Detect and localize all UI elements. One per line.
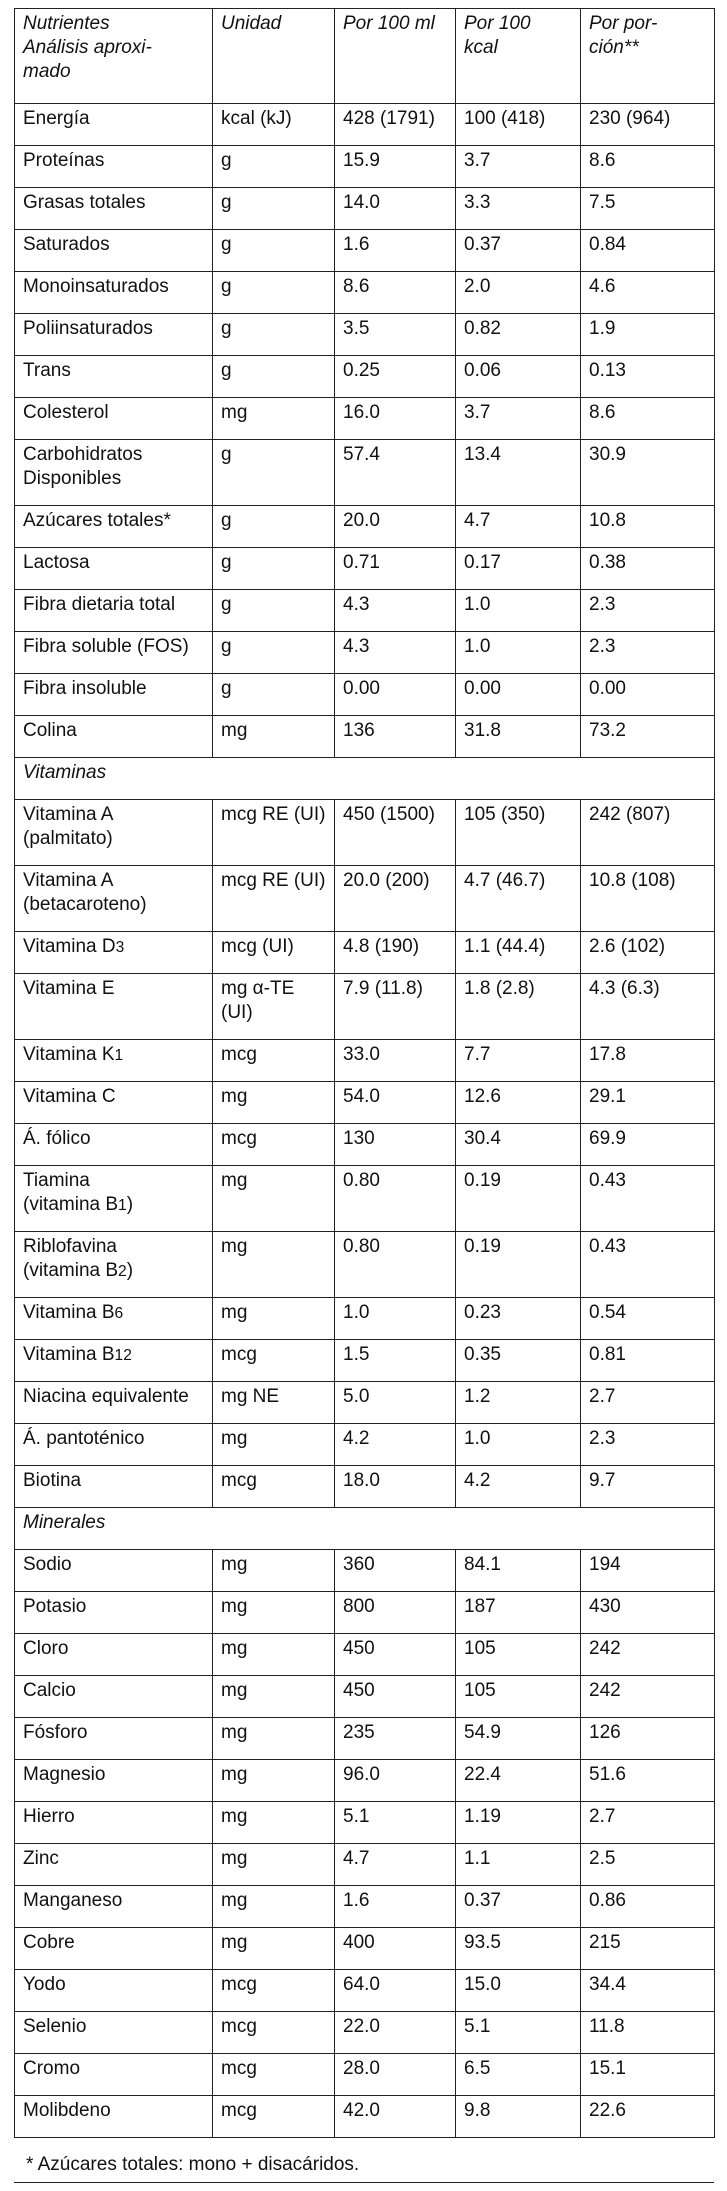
cell-per-100kcal: 84.1 — [456, 1550, 581, 1592]
cell-per-100ml: 1.6 — [335, 1886, 456, 1928]
table-row — [15, 1124, 715, 1166]
cell-per-100ml: 800 — [335, 1592, 456, 1634]
cell-nutrient: Fibra soluble (FOS) — [15, 632, 213, 674]
cell-nutrient: Hierro — [15, 1802, 213, 1844]
cell-per-serving: 2.7 — [581, 1802, 715, 1844]
cell-per-100kcal: 1.0 — [456, 590, 581, 632]
cell-nutrient: Monoinsaturados — [15, 272, 213, 314]
cell-nutrient: Cobre — [15, 1928, 213, 1970]
header-per-100ml: Por 100 ml — [335, 9, 456, 104]
table-row — [15, 2012, 715, 2054]
cell-per-serving: 2.6 (102) — [581, 932, 715, 974]
table-row — [15, 716, 715, 758]
cell-per-100kcal: 187 — [456, 1592, 581, 1634]
cell-per-100ml: 22.0 — [335, 2012, 456, 2054]
cell-nutrient: Vitamina E — [15, 974, 213, 1040]
cell-per-100kcal: 105 — [456, 1634, 581, 1676]
cell-per-serving: 194 — [581, 1550, 715, 1592]
cell-unit: g — [213, 230, 335, 272]
table-row — [15, 1802, 715, 1844]
cell-unit: mcg — [213, 2054, 335, 2096]
cell-per-serving: 22.6 — [581, 2096, 715, 2138]
cell-per-100kcal: 3.3 — [456, 188, 581, 230]
cell-unit: mg NE — [213, 1382, 335, 1424]
cell-per-100kcal: 31.8 — [456, 716, 581, 758]
table-row — [15, 1760, 715, 1802]
table-row — [15, 1928, 715, 1970]
section-row — [15, 1508, 715, 1550]
cell-nutrient: Fibra insoluble — [15, 674, 213, 716]
cell-per-serving: 0.81 — [581, 1340, 715, 1382]
cell-nutrient: Vitamina A (palmitato) — [15, 800, 213, 866]
cell-per-100ml: 136 — [335, 716, 456, 758]
table-row — [15, 932, 715, 974]
cell-unit: mg — [213, 1676, 335, 1718]
cell-nutrient: Manganeso — [15, 1886, 213, 1928]
cell-nutrient: Calcio — [15, 1676, 213, 1718]
cell-per-serving: 1.9 — [581, 314, 715, 356]
table-row — [15, 398, 715, 440]
cell-nutrient: Selenio — [15, 2012, 213, 2054]
cell-nutrient: Vitamina B12 — [15, 1340, 213, 1382]
cell-per-100ml: 0.80 — [335, 1166, 456, 1232]
cell-per-100ml: 5.0 — [335, 1382, 456, 1424]
cell-per-100kcal: 100 (418) — [456, 104, 581, 146]
cell-nutrient: Azúcares totales* — [15, 506, 213, 548]
cell-nutrient: Cloro — [15, 1634, 213, 1676]
cell-nutrient: Á. pantoténico — [15, 1424, 213, 1466]
cell-nutrient: Poliinsaturados — [15, 314, 213, 356]
cell-per-100kcal: 0.37 — [456, 1886, 581, 1928]
cell-per-serving: 242 (807) — [581, 800, 715, 866]
cell-per-100ml: 1.5 — [335, 1340, 456, 1382]
cell-unit: mcg — [213, 1466, 335, 1508]
table-row — [15, 2096, 715, 2138]
cell-per-serving: 73.2 — [581, 716, 715, 758]
cell-nutrient: Biotina — [15, 1466, 213, 1508]
cell-per-100kcal: 105 (350) — [456, 800, 581, 866]
table-row — [15, 800, 715, 866]
cell-unit: mg — [213, 1082, 335, 1124]
table-row — [15, 632, 715, 674]
cell-per-serving: 242 — [581, 1676, 715, 1718]
cell-unit: g — [213, 506, 335, 548]
cell-nutrient: Colina — [15, 716, 213, 758]
cell-unit: mg — [213, 1424, 335, 1466]
cell-per-serving: 7.5 — [581, 188, 715, 230]
cell-nutrient: Zinc — [15, 1844, 213, 1886]
cell-per-100kcal: 0.06 — [456, 356, 581, 398]
cell-nutrient: Á. fólico — [15, 1124, 213, 1166]
section-label: Vitaminas — [15, 758, 715, 800]
cell-per-serving: 51.6 — [581, 1760, 715, 1802]
cell-nutrient: Potasio — [15, 1592, 213, 1634]
cell-per-100kcal: 1.2 — [456, 1382, 581, 1424]
cell-nutrient: Vitamina C — [15, 1082, 213, 1124]
cell-per-100ml: 0.71 — [335, 548, 456, 590]
cell-per-100kcal: 0.19 — [456, 1166, 581, 1232]
cell-per-100ml: 20.0 — [335, 506, 456, 548]
table-row — [15, 1466, 715, 1508]
cell-nutrient: Cromo — [15, 2054, 213, 2096]
cell-unit: mg — [213, 1166, 335, 1232]
cell-per-100kcal: 1.0 — [456, 632, 581, 674]
cell-nutrient: Vitamina K1 — [15, 1040, 213, 1082]
table-row — [15, 272, 715, 314]
cell-unit: mg — [213, 1802, 335, 1844]
cell-unit: mcg (UI) — [213, 932, 335, 974]
cell-unit: mg — [213, 1298, 335, 1340]
cell-unit: mg — [213, 1634, 335, 1676]
cell-unit: mg α-TE (UI) — [213, 974, 335, 1040]
table-row — [15, 146, 715, 188]
header-nutrients: Nutrientes Análisis aproxi- mado — [15, 9, 213, 104]
cell-per-serving: 0.86 — [581, 1886, 715, 1928]
cell-per-100ml: 0.25 — [335, 356, 456, 398]
table-row — [15, 548, 715, 590]
cell-unit: g — [213, 440, 335, 506]
table-row — [15, 1082, 715, 1124]
cell-unit: g — [213, 272, 335, 314]
header-unit: Unidad — [213, 9, 335, 104]
cell-unit: mg — [213, 716, 335, 758]
cell-per-serving: 11.8 — [581, 2012, 715, 2054]
cell-per-100ml: 18.0 — [335, 1466, 456, 1508]
cell-per-100kcal: 30.4 — [456, 1124, 581, 1166]
cell-per-serving: 9.7 — [581, 1466, 715, 1508]
cell-per-serving: 2.3 — [581, 632, 715, 674]
cell-unit: mcg — [213, 1040, 335, 1082]
cell-per-100kcal: 54.9 — [456, 1718, 581, 1760]
cell-per-serving: 230 (964) — [581, 104, 715, 146]
cell-per-100kcal: 0.82 — [456, 314, 581, 356]
cell-nutrient: Vitamina A (betacaroteno) — [15, 866, 213, 932]
cell-per-serving: 15.1 — [581, 2054, 715, 2096]
cell-nutrient: Fibra dietaria total — [15, 590, 213, 632]
table-row — [15, 188, 715, 230]
cell-per-100kcal: 1.8 (2.8) — [456, 974, 581, 1040]
cell-per-100ml: 4.2 — [335, 1424, 456, 1466]
cell-per-100kcal: 4.7 (46.7) — [456, 866, 581, 932]
cell-per-100ml: 0.00 — [335, 674, 456, 716]
cell-per-100kcal: 1.1 — [456, 1844, 581, 1886]
cell-unit: g — [213, 314, 335, 356]
cell-per-100ml: 428 (1791) — [335, 104, 456, 146]
cell-per-100ml: 15.9 — [335, 146, 456, 188]
table-row — [15, 1232, 715, 1298]
cell-per-100kcal: 4.7 — [456, 506, 581, 548]
cell-unit: mg — [213, 1760, 335, 1802]
cell-per-100kcal: 3.7 — [456, 146, 581, 188]
cell-nutrient: Proteínas — [15, 146, 213, 188]
cell-unit: mg — [213, 1718, 335, 1760]
cell-per-100ml: 64.0 — [335, 1970, 456, 2012]
table-row — [15, 1970, 715, 2012]
cell-per-100ml: 28.0 — [335, 2054, 456, 2096]
cell-per-serving: 8.6 — [581, 398, 715, 440]
cell-nutrient: Sodio — [15, 1550, 213, 1592]
cell-per-100kcal: 22.4 — [456, 1760, 581, 1802]
cell-per-100kcal: 0.00 — [456, 674, 581, 716]
cell-per-100kcal: 9.8 — [456, 2096, 581, 2138]
cell-unit: g — [213, 548, 335, 590]
table-row — [15, 1166, 715, 1232]
cell-unit: mcg — [213, 1340, 335, 1382]
cell-per-serving: 2.7 — [581, 1382, 715, 1424]
cell-per-100kcal: 0.35 — [456, 1340, 581, 1382]
cell-per-100ml: 5.1 — [335, 1802, 456, 1844]
cell-per-100ml: 4.7 — [335, 1844, 456, 1886]
cell-per-serving: 2.3 — [581, 590, 715, 632]
cell-unit: mg — [213, 1928, 335, 1970]
cell-nutrient: Grasas totales — [15, 188, 213, 230]
cell-per-serving: 10.8 — [581, 506, 715, 548]
cell-per-100ml: 16.0 — [335, 398, 456, 440]
cell-per-serving: 0.54 — [581, 1298, 715, 1340]
table-row — [15, 1298, 715, 1340]
table-row — [15, 104, 715, 146]
header-per-100kcal: Por 100 kcal — [456, 9, 581, 104]
table-row — [15, 1718, 715, 1760]
cell-nutrient: Yodo — [15, 1970, 213, 2012]
cell-unit: mcg — [213, 1970, 335, 2012]
cell-unit: mcg — [213, 2012, 335, 2054]
nutrition-table — [14, 8, 715, 2138]
cell-per-serving: 2.5 — [581, 1844, 715, 1886]
table-row — [15, 440, 715, 506]
table-row — [15, 866, 715, 932]
cell-per-100ml: 1.6 — [335, 230, 456, 272]
cell-nutrient: Vitamina D3 — [15, 932, 213, 974]
cell-unit: g — [213, 188, 335, 230]
footnote-divider — [14, 2182, 714, 2183]
cell-per-serving: 30.9 — [581, 440, 715, 506]
cell-per-100ml: 42.0 — [335, 2096, 456, 2138]
cell-per-serving: 4.3 (6.3) — [581, 974, 715, 1040]
cell-unit: mg — [213, 1592, 335, 1634]
table-row — [15, 356, 715, 398]
table-row — [15, 1634, 715, 1676]
cell-per-serving: 0.43 — [581, 1232, 715, 1298]
cell-per-serving: 242 — [581, 1634, 715, 1676]
cell-per-serving: 10.8 (108) — [581, 866, 715, 932]
cell-unit: g — [213, 590, 335, 632]
table-row — [15, 674, 715, 716]
table-row — [15, 1886, 715, 1928]
cell-per-100kcal: 4.2 — [456, 1466, 581, 1508]
cell-per-100ml: 54.0 — [335, 1082, 456, 1124]
cell-unit: g — [213, 674, 335, 716]
cell-nutrient: Energía — [15, 104, 213, 146]
cell-unit: mcg RE (UI) — [213, 866, 335, 932]
cell-per-100kcal: 105 — [456, 1676, 581, 1718]
table-row — [15, 1340, 715, 1382]
cell-unit: mcg — [213, 1124, 335, 1166]
cell-per-serving: 0.43 — [581, 1166, 715, 1232]
table-row — [15, 590, 715, 632]
cell-unit: g — [213, 632, 335, 674]
cell-per-100kcal: 1.19 — [456, 1802, 581, 1844]
cell-per-100kcal: 0.37 — [456, 230, 581, 272]
table-row — [15, 1040, 715, 1082]
cell-per-serving: 17.8 — [581, 1040, 715, 1082]
cell-per-serving: 8.6 — [581, 146, 715, 188]
cell-per-100kcal: 6.5 — [456, 2054, 581, 2096]
table-row — [15, 314, 715, 356]
cell-per-100ml: 96.0 — [335, 1760, 456, 1802]
cell-per-100kcal: 1.0 — [456, 1424, 581, 1466]
table-row — [15, 1382, 715, 1424]
cell-per-serving: 215 — [581, 1928, 715, 1970]
cell-nutrient: Molibdeno — [15, 2096, 213, 2138]
cell-nutrient: Riblofavina (vitamina B2) — [15, 1232, 213, 1298]
cell-per-serving: 126 — [581, 1718, 715, 1760]
cell-per-serving: 2.3 — [581, 1424, 715, 1466]
table-row — [15, 1676, 715, 1718]
cell-per-100kcal: 0.19 — [456, 1232, 581, 1298]
cell-unit: g — [213, 146, 335, 188]
cell-unit: mg — [213, 398, 335, 440]
cell-per-100ml: 130 — [335, 1124, 456, 1166]
cell-per-100kcal: 13.4 — [456, 440, 581, 506]
cell-per-100ml: 8.6 — [335, 272, 456, 314]
cell-per-100kcal: 0.17 — [456, 548, 581, 590]
cell-unit: mg — [213, 1550, 335, 1592]
cell-nutrient: Trans — [15, 356, 213, 398]
cell-per-100kcal: 0.23 — [456, 1298, 581, 1340]
cell-per-100ml: 450 (1500) — [335, 800, 456, 866]
cell-per-100ml: 4.3 — [335, 632, 456, 674]
cell-per-serving: 430 — [581, 1592, 715, 1634]
cell-unit: mg — [213, 1232, 335, 1298]
cell-nutrient: Colesterol — [15, 398, 213, 440]
table-row — [15, 1424, 715, 1466]
cell-unit: mcg — [213, 2096, 335, 2138]
cell-unit: mg — [213, 1886, 335, 1928]
cell-per-100ml: 14.0 — [335, 188, 456, 230]
cell-per-100kcal: 12.6 — [456, 1082, 581, 1124]
cell-per-100ml: 33.0 — [335, 1040, 456, 1082]
cell-per-100ml: 20.0 (200) — [335, 866, 456, 932]
cell-per-100kcal: 93.5 — [456, 1928, 581, 1970]
section-label: Minerales — [15, 1508, 715, 1550]
header-per-serving: Por por- ción** — [581, 9, 715, 104]
table-row — [15, 230, 715, 272]
cell-nutrient: Niacina equivalente — [15, 1382, 213, 1424]
cell-per-serving: 0.84 — [581, 230, 715, 272]
cell-per-100kcal: 15.0 — [456, 1970, 581, 2012]
cell-per-100ml: 57.4 — [335, 440, 456, 506]
cell-nutrient: Tiamina (vitamina B1) — [15, 1166, 213, 1232]
cell-unit: g — [213, 356, 335, 398]
cell-per-100ml: 7.9 (11.8) — [335, 974, 456, 1040]
cell-per-100ml: 1.0 — [335, 1298, 456, 1340]
cell-per-100ml: 400 — [335, 1928, 456, 1970]
cell-per-serving: 69.9 — [581, 1124, 715, 1166]
cell-per-100ml: 235 — [335, 1718, 456, 1760]
cell-per-100kcal: 3.7 — [456, 398, 581, 440]
cell-nutrient: Saturados — [15, 230, 213, 272]
cell-per-serving: 34.4 — [581, 1970, 715, 2012]
table-row — [15, 506, 715, 548]
cell-per-100kcal: 7.7 — [456, 1040, 581, 1082]
cell-per-serving: 0.13 — [581, 356, 715, 398]
footnote: * Azúcares totales: mono + disacáridos. — [26, 2154, 360, 2175]
cell-nutrient: Lactosa — [15, 548, 213, 590]
cell-nutrient: Vitamina B6 — [15, 1298, 213, 1340]
cell-per-100kcal: 5.1 — [456, 2012, 581, 2054]
cell-per-100ml: 4.3 — [335, 590, 456, 632]
table-row — [15, 974, 715, 1040]
cell-per-100ml: 360 — [335, 1550, 456, 1592]
cell-nutrient: Magnesio — [15, 1760, 213, 1802]
cell-unit: kcal (kJ) — [213, 104, 335, 146]
cell-per-serving: 29.1 — [581, 1082, 715, 1124]
table-row — [15, 2054, 715, 2096]
cell-per-100ml: 4.8 (190) — [335, 932, 456, 974]
cell-per-100ml: 450 — [335, 1634, 456, 1676]
table-row — [15, 1550, 715, 1592]
cell-per-100ml: 0.80 — [335, 1232, 456, 1298]
cell-per-100ml: 450 — [335, 1676, 456, 1718]
cell-per-100kcal: 2.0 — [456, 272, 581, 314]
cell-per-serving: 0.38 — [581, 548, 715, 590]
cell-per-100kcal: 1.1 (44.4) — [456, 932, 581, 974]
cell-per-serving: 0.00 — [581, 674, 715, 716]
cell-nutrient: Carbohidratos Disponibles — [15, 440, 213, 506]
cell-per-serving: 4.6 — [581, 272, 715, 314]
table-row — [15, 1844, 715, 1886]
cell-nutrient: Fósforo — [15, 1718, 213, 1760]
cell-unit: mg — [213, 1844, 335, 1886]
table-body — [15, 104, 715, 2138]
table-header-row — [15, 9, 715, 104]
cell-per-100ml: 3.5 — [335, 314, 456, 356]
section-row — [15, 758, 715, 800]
cell-unit: mcg RE (UI) — [213, 800, 335, 866]
table-row — [15, 1592, 715, 1634]
